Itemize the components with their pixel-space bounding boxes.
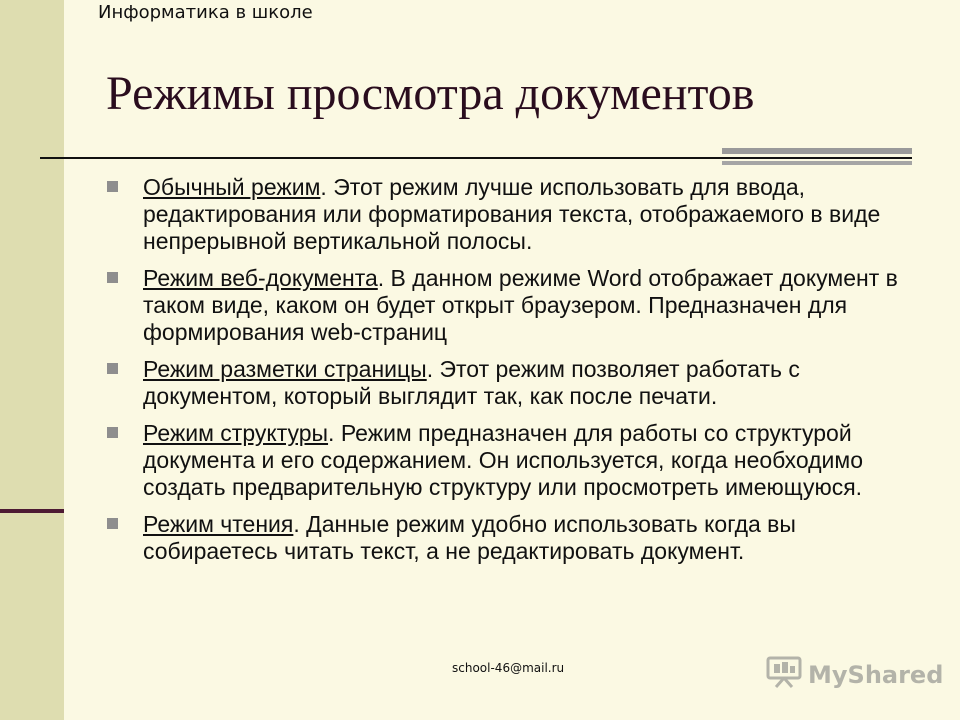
bullet-term: Режим структуры [143, 420, 329, 446]
bullet-item-page-layout-mode [104, 356, 914, 410]
bullet-text: . Этот режим лучше использовать для ввода, редактирования или форматирования текста, отображаемого в виде непрерывной вертикальной полосы. [143, 174, 881, 254]
title-underline-rule [40, 157, 912, 159]
square-bullet-icon [107, 427, 118, 438]
bullet-list [104, 174, 914, 575]
slide-title: Режимы просмотра документов [106, 67, 755, 120]
presentation-board-icon [766, 656, 802, 693]
bullet-item-reading-mode [104, 511, 914, 565]
bullet-term: Режим веб-документа [143, 265, 378, 291]
bullet-item-outline-mode [104, 420, 914, 501]
square-bullet-icon [107, 181, 118, 192]
slide-header: Информатика в школе [98, 2, 313, 23]
bullet-term: Режим разметки страницы [143, 356, 427, 382]
title-accent-bar-bottom [722, 161, 912, 165]
bullet-text: . В данном режиме Word отображает документ в таком виде, каком он будет открыт браузером. Предназначен для формирования web-страниц [143, 265, 898, 345]
square-bullet-icon [107, 272, 118, 283]
bullet-term: Режим чтения [143, 511, 294, 537]
bullet-text: . Данные режим удобно использовать когда вы собираетесь читать текст, а не редактировать документ. [143, 511, 796, 564]
title-accent-bar-top [722, 148, 912, 154]
square-bullet-icon [107, 363, 118, 374]
left-accent-mark [0, 509, 64, 513]
watermark-logo [766, 656, 943, 693]
bullet-item-web-mode [104, 265, 914, 346]
bullet-item-normal-mode [104, 174, 914, 255]
footer-email: school-46@mail.ru [452, 661, 565, 675]
bullet-text: . Этот режим позволяет работать с документом, который выглядит так, как после печати. [143, 356, 800, 409]
square-bullet-icon [107, 518, 118, 529]
left-decorative-band [0, 0, 64, 720]
watermark-text: MyShared [808, 660, 944, 689]
bullet-text: . Режим предназначен для работы со структурой документа и его содержанием. Он используется, когда необходимо создать предварительную структуру или просмотреть имеющуюся. [143, 420, 863, 500]
bullet-term: Обычный режим [143, 174, 321, 200]
